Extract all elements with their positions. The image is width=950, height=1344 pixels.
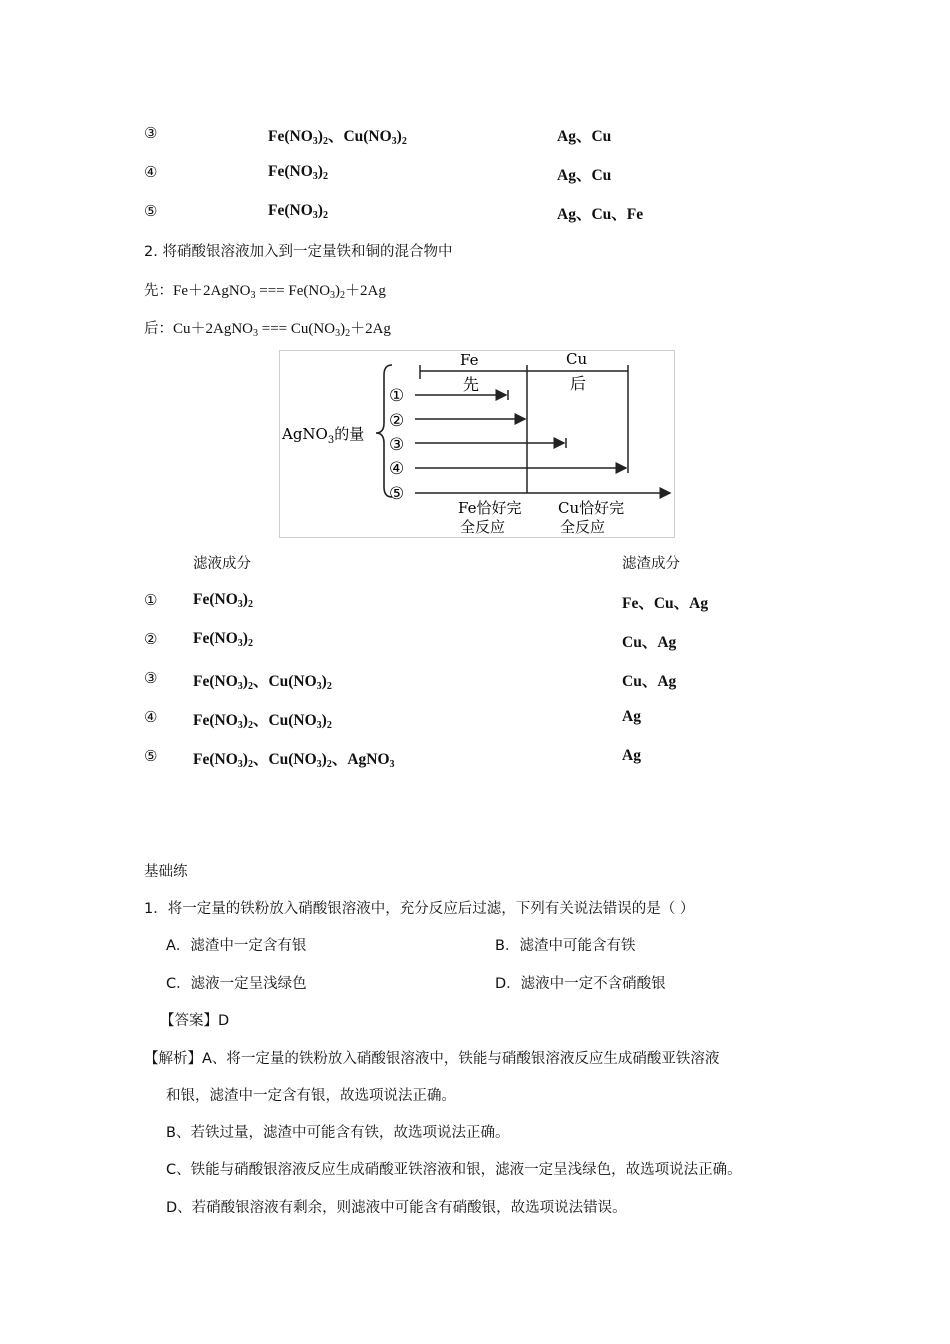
row-number: ④	[144, 163, 158, 181]
cu-complete-caption-1: Cu恰好完	[558, 499, 625, 517]
cu-later-label: 后	[570, 374, 587, 393]
arrow-number-1: ①	[389, 386, 405, 406]
arrow-number-4: ④	[389, 459, 405, 479]
equation-second	[144, 317, 391, 338]
filtrate-formula: $Fe(NO_3)_2$	[193, 591, 253, 610]
agno3-amount-label: AgNO$_3$的量	[282, 425, 365, 446]
option-b: B．滤渣中可能含有铁	[495, 938, 636, 954]
reaction-order-diagram	[279, 350, 675, 538]
row-number: ②	[144, 630, 158, 648]
equation-text: Fe＋2AgNO$_3$ === $Fe(NO_3)_2+2Ag$	[173, 283, 386, 301]
equation-text: Cu＋2AgNO$_3$ === $Cu(NO_3)_2+2Ag$	[173, 321, 391, 339]
filtrate-formula: $Fe(NO_3)_2$、$Cu(NO_3)_2$	[268, 128, 407, 147]
filtrate-formula: $Fe(NO_3)_2$	[268, 163, 328, 182]
equation-first	[144, 279, 386, 300]
residue-text: Fe、Cu、Ag	[622, 595, 709, 612]
arrow-number-5: ⑤	[389, 484, 405, 504]
question-text: 1．将一定量的铁粉放入硝酸银溶液中，充分反应后过滤，下列有关说法错误的是（ ）	[144, 901, 695, 917]
answer-text: 【答案】D	[160, 1013, 230, 1029]
row-number: ③	[144, 124, 158, 142]
fe-complete-caption-1: Fe恰好完	[458, 499, 522, 517]
cu-label: Cu	[566, 351, 588, 368]
residue-text: Ag、Cu、Fe	[557, 206, 644, 223]
row-number: ④	[144, 708, 158, 726]
residue-text: Ag、Cu	[557, 128, 612, 145]
analysis-line-3: C、铁能与硝酸银溶液反应生成硝酸亚铁溶液和银，滤液一定呈浅绿色，故选项说法正确。	[166, 1162, 742, 1178]
fe-label: Fe	[460, 351, 479, 369]
fe-first-label: 先	[463, 375, 480, 394]
filtrate-formula: $Fe(NO_3)_2$	[193, 630, 253, 649]
residue-text: Ag、Cu	[557, 167, 612, 184]
filtrate-formula: $Fe(NO_3)_2$、$Cu(NO_3)_2$	[193, 712, 332, 731]
header-filtrate: 滤液成分	[193, 556, 251, 572]
filtrate-formula: $Fe(NO_3)_2$、$Cu(NO_3)_2$、AgNO$_3$	[193, 751, 395, 770]
analysis-line-1b: 和银，滤渣中一定含有银，故选项说法正确。	[166, 1088, 456, 1104]
analysis-line-2: B、若铁过量，滤渣中可能含有铁，故选项说法正确。	[166, 1125, 510, 1141]
diagram-svg	[280, 351, 674, 537]
filtrate-formula: $Fe(NO_3)_2$、$Cu(NO_3)_2$	[193, 673, 332, 692]
row-number: ③	[144, 669, 158, 687]
row-number: ⑤	[144, 747, 158, 765]
residue-text: Ag	[622, 708, 641, 725]
filtrate-formula: $Fe(NO_3)_2$	[268, 202, 328, 221]
analysis-line-1: 【解析】A、将一定量的铁粉放入硝酸银溶液中，铁能与硝酸银溶液反应生成硝酸亚铁溶液	[144, 1051, 720, 1067]
analysis-line-4: D、若硝酸银溶液有剩余，则滤液中可能含有硝酸银，故选项说法错误。	[166, 1200, 627, 1216]
fe-complete-caption-2: 全反应	[460, 518, 506, 536]
option-d: D．滤液中一定不含硝酸银	[495, 976, 666, 992]
cu-complete-caption-2: 全反应	[560, 518, 606, 536]
option-a: A．滤渣中一定含有银	[166, 938, 307, 954]
equation-label: 后：	[144, 321, 173, 337]
arrow-number-3: ③	[389, 435, 405, 455]
arrow-number-2: ②	[389, 411, 405, 431]
residue-text: Cu、Ag	[622, 673, 677, 690]
option-c: C．滤液一定呈浅绿色	[166, 976, 307, 992]
residue-text: Ag	[622, 747, 641, 764]
residue-text: Cu、Ag	[622, 634, 677, 651]
row-number: ⑤	[144, 202, 158, 220]
section-heading: 2. 将硝酸银溶液加入到一定量铁和铜的混合物中	[144, 244, 453, 260]
header-residue: 滤渣成分	[622, 556, 680, 572]
equation-label: 先：	[144, 283, 173, 299]
row-number: ①	[144, 591, 158, 609]
practice-title: 基础练	[144, 864, 188, 880]
